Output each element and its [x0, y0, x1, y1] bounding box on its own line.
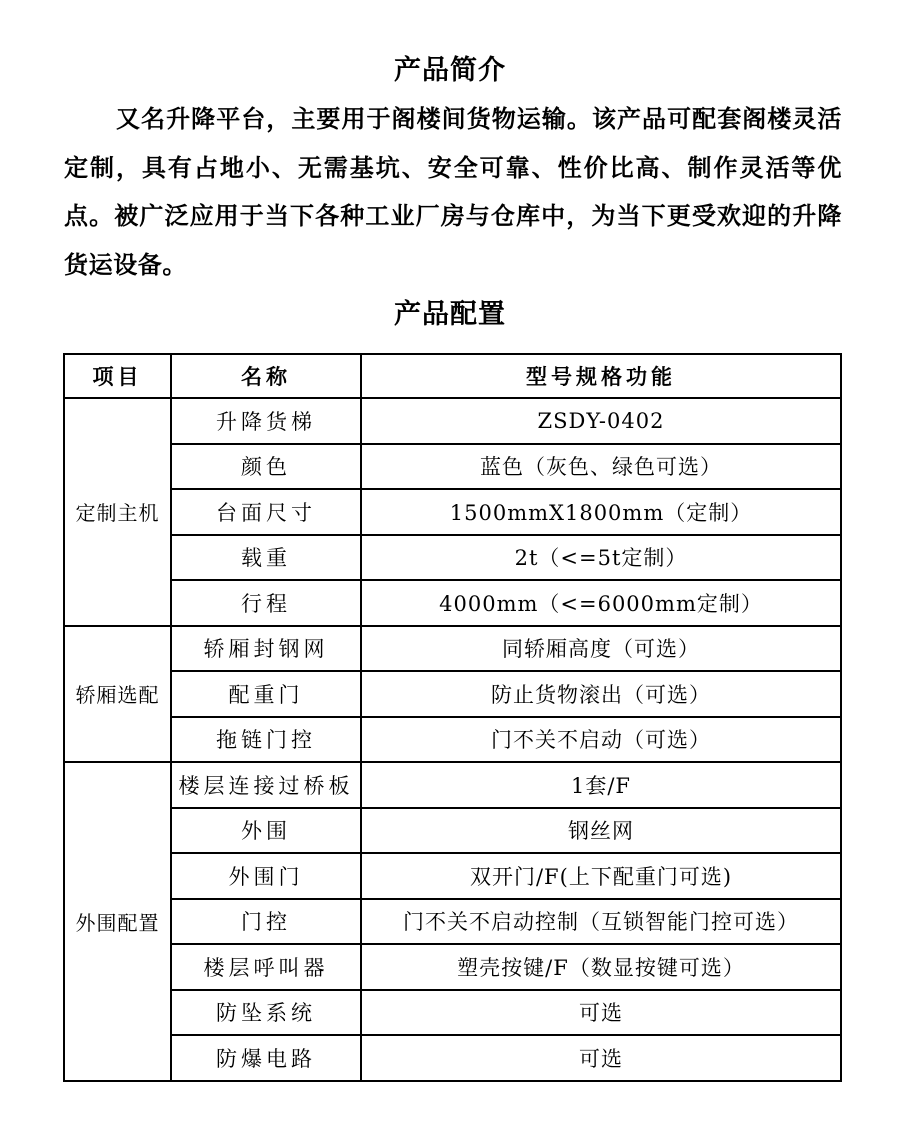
- table-row: [64, 990, 841, 1036]
- item-spec: 1500mmX1800mm（定制）: [361, 489, 841, 535]
- item-spec: 可选: [361, 1035, 841, 1081]
- item-spec: 2t（<=5t定制）: [361, 535, 841, 581]
- table-row: [64, 944, 841, 990]
- config-table: [63, 353, 842, 1082]
- table-row: [64, 489, 841, 535]
- table-row: [64, 762, 841, 808]
- group-label: 外围配置: [64, 762, 171, 1081]
- config-header-row: [64, 354, 841, 398]
- intro-heading: 产品简介: [394, 55, 506, 86]
- item-name: 载重: [171, 535, 361, 581]
- item-spec: 防止货物滚出（可选）: [361, 671, 841, 717]
- item-name: 外围: [171, 808, 361, 854]
- item-spec: 1套/F: [361, 762, 841, 808]
- intro-paragraph: 又名升降平台，主要用于阁楼间货物运输。该产品可配套阁楼灵活定制，具有占地小、无需基坑、安全可靠、性价比高、制作灵活等优点。被广泛应用于当下各种工业厂房与仓库中，为当下更受欢迎的升降货运设备。: [64, 105, 842, 279]
- header-item: 项目: [64, 354, 171, 398]
- item-spec: 4000mm（<=6000mm定制）: [361, 580, 841, 626]
- table-row: [64, 580, 841, 626]
- item-spec: 可选: [361, 990, 841, 1036]
- item-spec: ZSDY-0402: [361, 398, 841, 444]
- table-row: [64, 671, 841, 717]
- table-row: [64, 899, 841, 945]
- item-spec: 双开门/F(上下配重门可选): [361, 853, 841, 899]
- group-label: 轿厢选配: [64, 626, 171, 763]
- item-name: 防爆电路: [171, 1035, 361, 1081]
- table-row: [64, 808, 841, 854]
- item-name: 颜色: [171, 444, 361, 490]
- table-row: [64, 626, 841, 672]
- table-row: [64, 1035, 841, 1081]
- item-spec: 门不关不启动控制（互锁智能门控可选）: [361, 899, 841, 945]
- table-row: [64, 444, 841, 490]
- item-spec: 门不关不启动（可选）: [361, 717, 841, 763]
- item-name: 升降货梯: [171, 398, 361, 444]
- item-name: 台面尺寸: [171, 489, 361, 535]
- header-name: 名称: [171, 354, 361, 398]
- item-name: 行程: [171, 580, 361, 626]
- item-name: 楼层连接过桥板: [171, 762, 361, 808]
- item-name: 防坠系统: [171, 990, 361, 1036]
- item-spec: 同轿厢高度（可选）: [361, 626, 841, 672]
- item-name: 外围门: [171, 853, 361, 899]
- config-heading: 产品配置: [394, 299, 506, 330]
- item-name: 配重门: [171, 671, 361, 717]
- item-name: 楼层呼叫器: [171, 944, 361, 990]
- header-spec: 型号规格功能: [361, 354, 841, 398]
- table-row: [64, 535, 841, 581]
- item-name: 轿厢封钢网: [171, 626, 361, 672]
- item-spec: 塑壳按键/F（数显按键可选）: [361, 944, 841, 990]
- item-name: 门控: [171, 899, 361, 945]
- item-name: 拖链门控: [171, 717, 361, 763]
- item-spec: 钢丝网: [361, 808, 841, 854]
- item-spec: 蓝色（灰色、绿色可选）: [361, 444, 841, 490]
- table-row: [64, 717, 841, 763]
- table-row: [64, 398, 841, 444]
- group-label: 定制主机: [64, 398, 171, 626]
- table-row: [64, 853, 841, 899]
